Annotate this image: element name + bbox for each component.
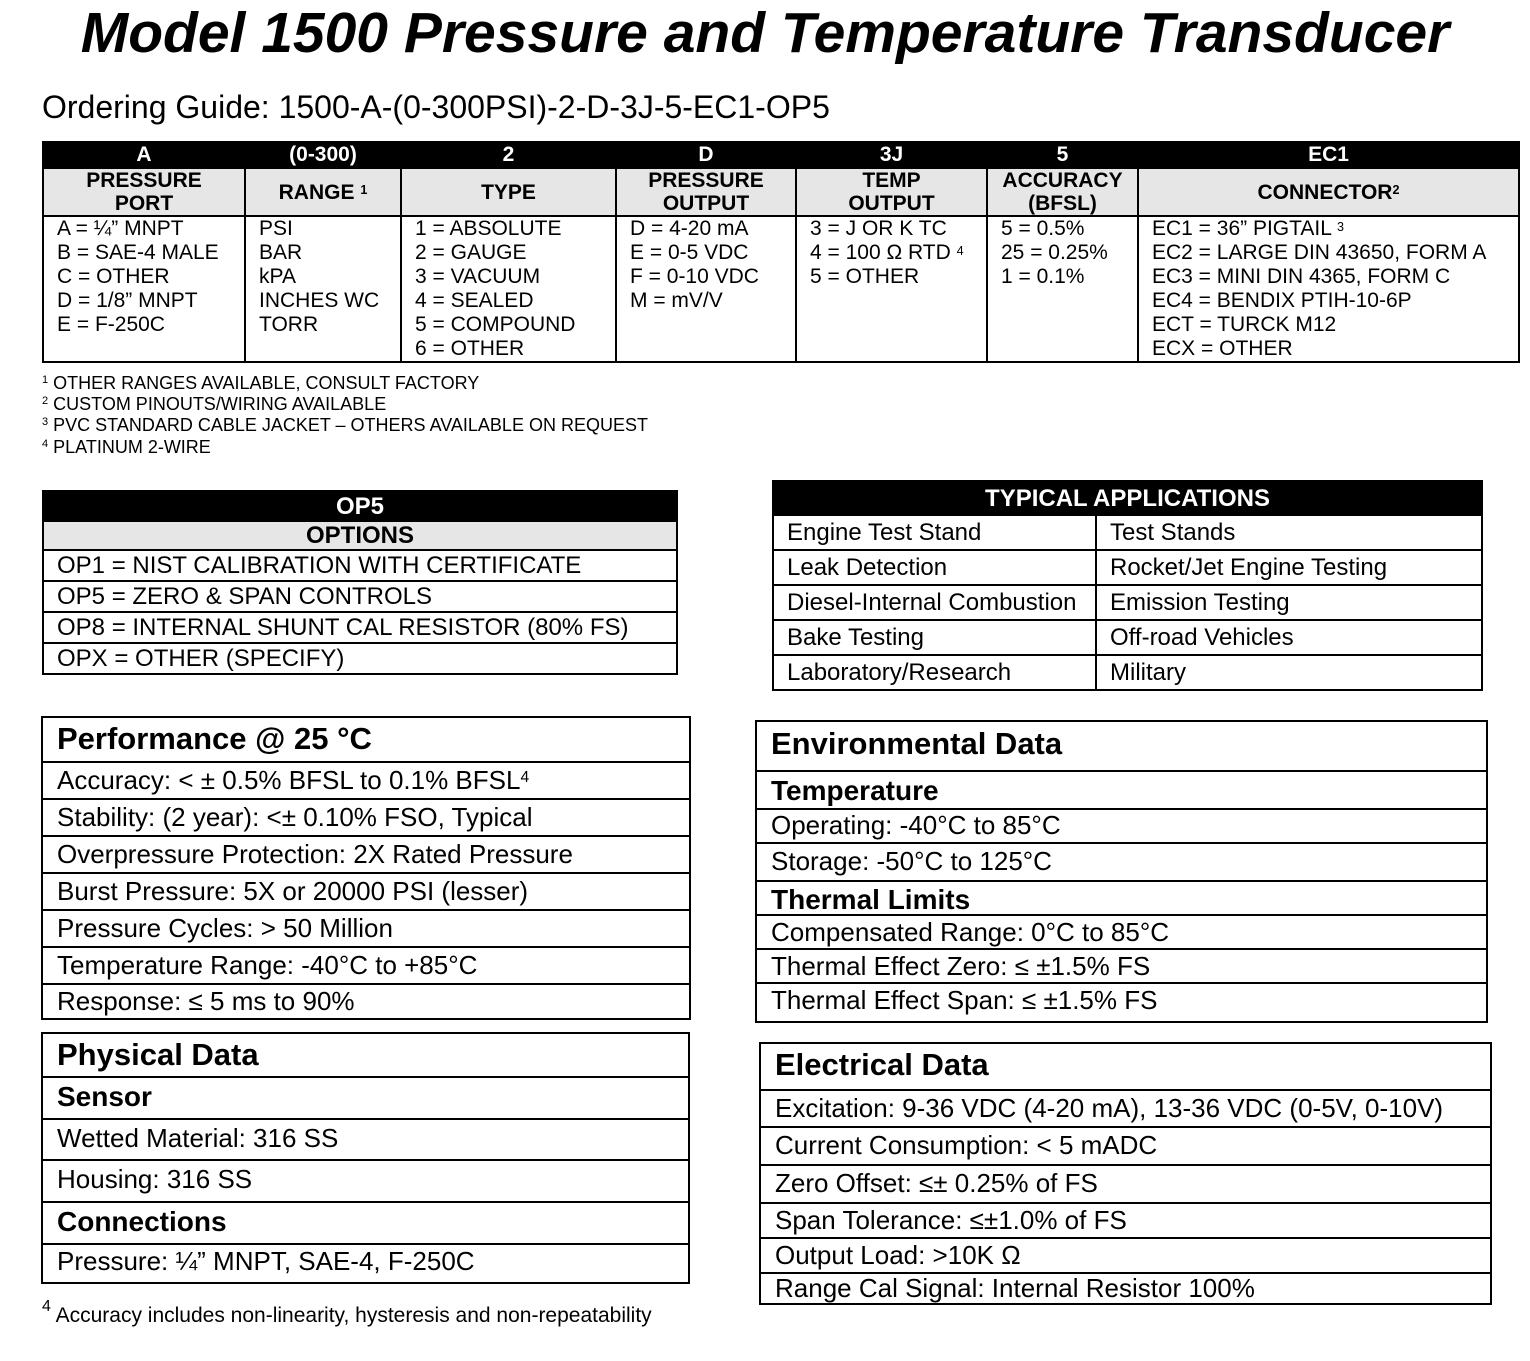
column-header: TEMP OUTPUT: [796, 168, 987, 216]
option-item: OPX = OTHER (SPECIFY): [43, 643, 677, 674]
column-header: TYPE: [401, 168, 616, 216]
table-cell: ECX = OTHER: [1138, 337, 1519, 362]
code-cell: (0-300): [245, 142, 401, 168]
application-item: Emission Testing: [1096, 585, 1482, 620]
spec-item: Compensated Range: 0°C to 85°C: [757, 916, 1486, 950]
application-item: Rocket/Jet Engine Testing: [1096, 550, 1482, 585]
application-item: Engine Test Stand: [773, 515, 1096, 550]
code-row: [43, 142, 1519, 168]
code-cell: EC1: [1138, 142, 1519, 168]
footnote: $^3$ PVC STANDARD CABLE JACKET – OTHERS AVAILABLE ON REQUEST: [42, 415, 648, 435]
table-cell: [987, 289, 1138, 313]
spec-item: Housing: 316 SS: [43, 1161, 688, 1203]
table-cell: D = 1/8” MNPT: [43, 289, 245, 313]
code-cell: 2: [401, 142, 616, 168]
code-cell: A: [43, 142, 245, 168]
table-cell: 3 = VACUUM: [401, 265, 616, 289]
spec-item: Stability: (2 year): <± 0.10% FSO, Typical: [43, 800, 689, 837]
electrical-box: [759, 1042, 1492, 1305]
options-heading: OPTIONS: [43, 521, 677, 550]
footnote: $^4$ PLATINUM 2-WIRE: [42, 437, 211, 457]
column-header: ACCURACY (BFSL): [987, 168, 1138, 216]
table-cell: 5 = OTHER: [796, 265, 987, 289]
application-item: Leak Detection: [773, 550, 1096, 585]
application-item: Laboratory/Research: [773, 655, 1096, 690]
spec-item: Pressure Cycles: > 50 Million: [43, 911, 689, 948]
table-cell: C = OTHER: [43, 265, 245, 289]
applications-heading: TYPICAL APPLICATIONS: [773, 481, 1482, 515]
physical-heading: Physical Data: [43, 1034, 688, 1078]
footnote: $^1$ OTHER RANGES AVAILABLE, CONSULT FACTORY: [42, 373, 480, 393]
page-title: Model 1500 Pressure and Temperature Transducer: [80, 1, 1450, 65]
temperature-heading: Temperature: [771, 775, 939, 806]
performance-heading: Performance @ 25 °C: [43, 718, 689, 763]
spec-item: Burst Pressure: 5X or 20000 PSI (lesser): [43, 874, 689, 911]
table-cell: [796, 289, 987, 313]
table-cell: 4 = SEALED: [401, 289, 616, 313]
spec-item: Pressure: ¼” MNPT, SAE-4, F-250C: [57, 1246, 475, 1276]
application-item: Off-road Vehicles: [1096, 620, 1482, 655]
spec-item: Excitation: 9-36 VDC (4-20 mA), 13-36 VDC (0-5V, 0-10V): [761, 1091, 1490, 1128]
table-cell: TORR: [245, 313, 401, 337]
table-row: [43, 216, 1519, 241]
physical-box: [41, 1032, 690, 1284]
option-item: OP8 = INTERNAL SHUNT CAL RESISTOR (80% FS): [43, 612, 677, 643]
table-cell: 3 = J OR K TC: [796, 216, 987, 241]
spec-item: Response: ≤ 5 ms to 90%: [57, 986, 355, 1016]
spec-item: Overpressure Protection: 2X Rated Pressure: [43, 837, 689, 874]
accuracy-footnote: $^4$ Accuracy includes non-linearity, hysteresis and non-repeatability: [42, 1298, 652, 1327]
sensor-heading: Sensor: [43, 1078, 688, 1120]
table-row: [43, 265, 1519, 289]
column-header: RANGE $^1$: [245, 168, 401, 216]
spec-item: Current Consumption: < 5 mADC: [761, 1128, 1490, 1166]
table-cell: INCHES WC: [245, 289, 401, 313]
spec-item: Range Cal Signal: Internal Resistor 100%: [775, 1273, 1255, 1303]
spec-item: Zero Offset: ≤± 0.25% of FS: [761, 1166, 1490, 1204]
spec-item: Wetted Material: 316 SS: [43, 1120, 688, 1161]
applications-table: [772, 480, 1483, 691]
connections-heading: Connections: [43, 1203, 688, 1245]
table-cell: ECT = TURCK M12: [1138, 313, 1519, 337]
spec-item: Output Load: >10K Ω: [761, 1239, 1490, 1274]
table-cell: F = 0-10 VDC: [616, 265, 796, 289]
table-cell: [616, 313, 796, 337]
application-item: Bake Testing: [773, 620, 1096, 655]
table-cell: PSI: [245, 216, 401, 241]
application-item: Diesel-Internal Combustion: [773, 585, 1096, 620]
table-cell: 4 = 100 Ω RTD $^4$: [796, 241, 987, 265]
table-cell: 6 = OTHER: [401, 337, 616, 362]
table-cell: [245, 337, 401, 362]
table-cell: 1 = 0.1%: [987, 265, 1138, 289]
table-cell: 25 = 0.25%: [987, 241, 1138, 265]
code-cell: 5: [987, 142, 1138, 168]
ordering-table: [42, 141, 1520, 363]
thermal-limits-heading: Thermal Limits: [757, 880, 1486, 916]
spec-item: Thermal Effect Span: ≤ ±1.5% FS: [771, 985, 1158, 1015]
table-cell: 2 = GAUGE: [401, 241, 616, 265]
spec-item: Temperature Range: -40°C to +85°C: [43, 948, 689, 985]
options-code: OP5: [43, 491, 677, 521]
table-cell: [987, 337, 1138, 362]
table-cell: E = 0-5 VDC: [616, 241, 796, 265]
spec-item: Accuracy: < ± 0.5% BFSL to 0.1% BFSL$^4$: [43, 763, 689, 800]
table-cell: [616, 337, 796, 362]
performance-box: [41, 716, 691, 1020]
ordering-guide: Ordering Guide: 1500-A-(0-300PSI)-2-D-3J-5-EC1-OP5: [42, 89, 830, 125]
table-cell: [796, 313, 987, 337]
header-row: [43, 168, 1519, 216]
spec-item: Storage: -50°C to 125°C: [771, 846, 1052, 876]
options-table: [42, 490, 678, 675]
table-cell: EC1 = 36” PIGTAIL $^3$: [1138, 216, 1519, 241]
table-row: [43, 289, 1519, 313]
code-cell: 3J: [796, 142, 987, 168]
spec-item: Span Tolerance: ≤±1.0% of FS: [761, 1204, 1490, 1239]
table-row: [43, 241, 1519, 265]
table-cell: EC4 = BENDIX PTIH-10-6P: [1138, 289, 1519, 313]
table-cell: BAR: [245, 241, 401, 265]
environmental-heading: Environmental Data: [757, 722, 1486, 772]
code-cell: D: [616, 142, 796, 168]
environmental-box: [755, 720, 1488, 1023]
table-cell: 5 = COMPOUND: [401, 313, 616, 337]
column-header: CONNECTOR$^2$: [1138, 168, 1519, 216]
table-cell: kPA: [245, 265, 401, 289]
table-cell: [987, 313, 1138, 337]
table-cell: D = 4-20 mA: [616, 216, 796, 241]
electrical-heading: Electrical Data: [761, 1044, 1490, 1091]
table-cell: A = ¼” MNPT: [43, 216, 245, 241]
option-item: OP5 = ZERO & SPAN CONTROLS: [43, 581, 677, 612]
table-cell: EC3 = MINI DIN 4365, FORM C: [1138, 265, 1519, 289]
column-header: PRESSURE PORT: [43, 168, 245, 216]
column-header: PRESSURE OUTPUT: [616, 168, 796, 216]
table-cell: B = SAE-4 MALE: [43, 241, 245, 265]
application-item: Military: [1096, 655, 1482, 690]
table-cell: M = mV/V: [616, 289, 796, 313]
table-cell: 5 = 0.5%: [987, 216, 1138, 241]
table-row: [43, 337, 1519, 362]
table-cell: [796, 337, 987, 362]
table-cell: EC2 = LARGE DIN 43650, FORM A: [1138, 241, 1519, 265]
spec-item: Thermal Effect Zero: ≤ ±1.5% FS: [757, 950, 1486, 984]
spec-item: Operating: -40°C to 85°C: [757, 808, 1486, 844]
table-cell: E = F-250C: [43, 313, 245, 337]
table-cell: 1 = ABSOLUTE: [401, 216, 616, 241]
table-row: [43, 313, 1519, 337]
table-cell: [43, 337, 245, 362]
application-item: Test Stands: [1096, 515, 1482, 550]
footnote: $^2$ CUSTOM PINOUTS/WIRING AVAILABLE: [42, 394, 387, 414]
option-item: OP1 = NIST CALIBRATION WITH CERTIFICATE: [43, 550, 677, 581]
